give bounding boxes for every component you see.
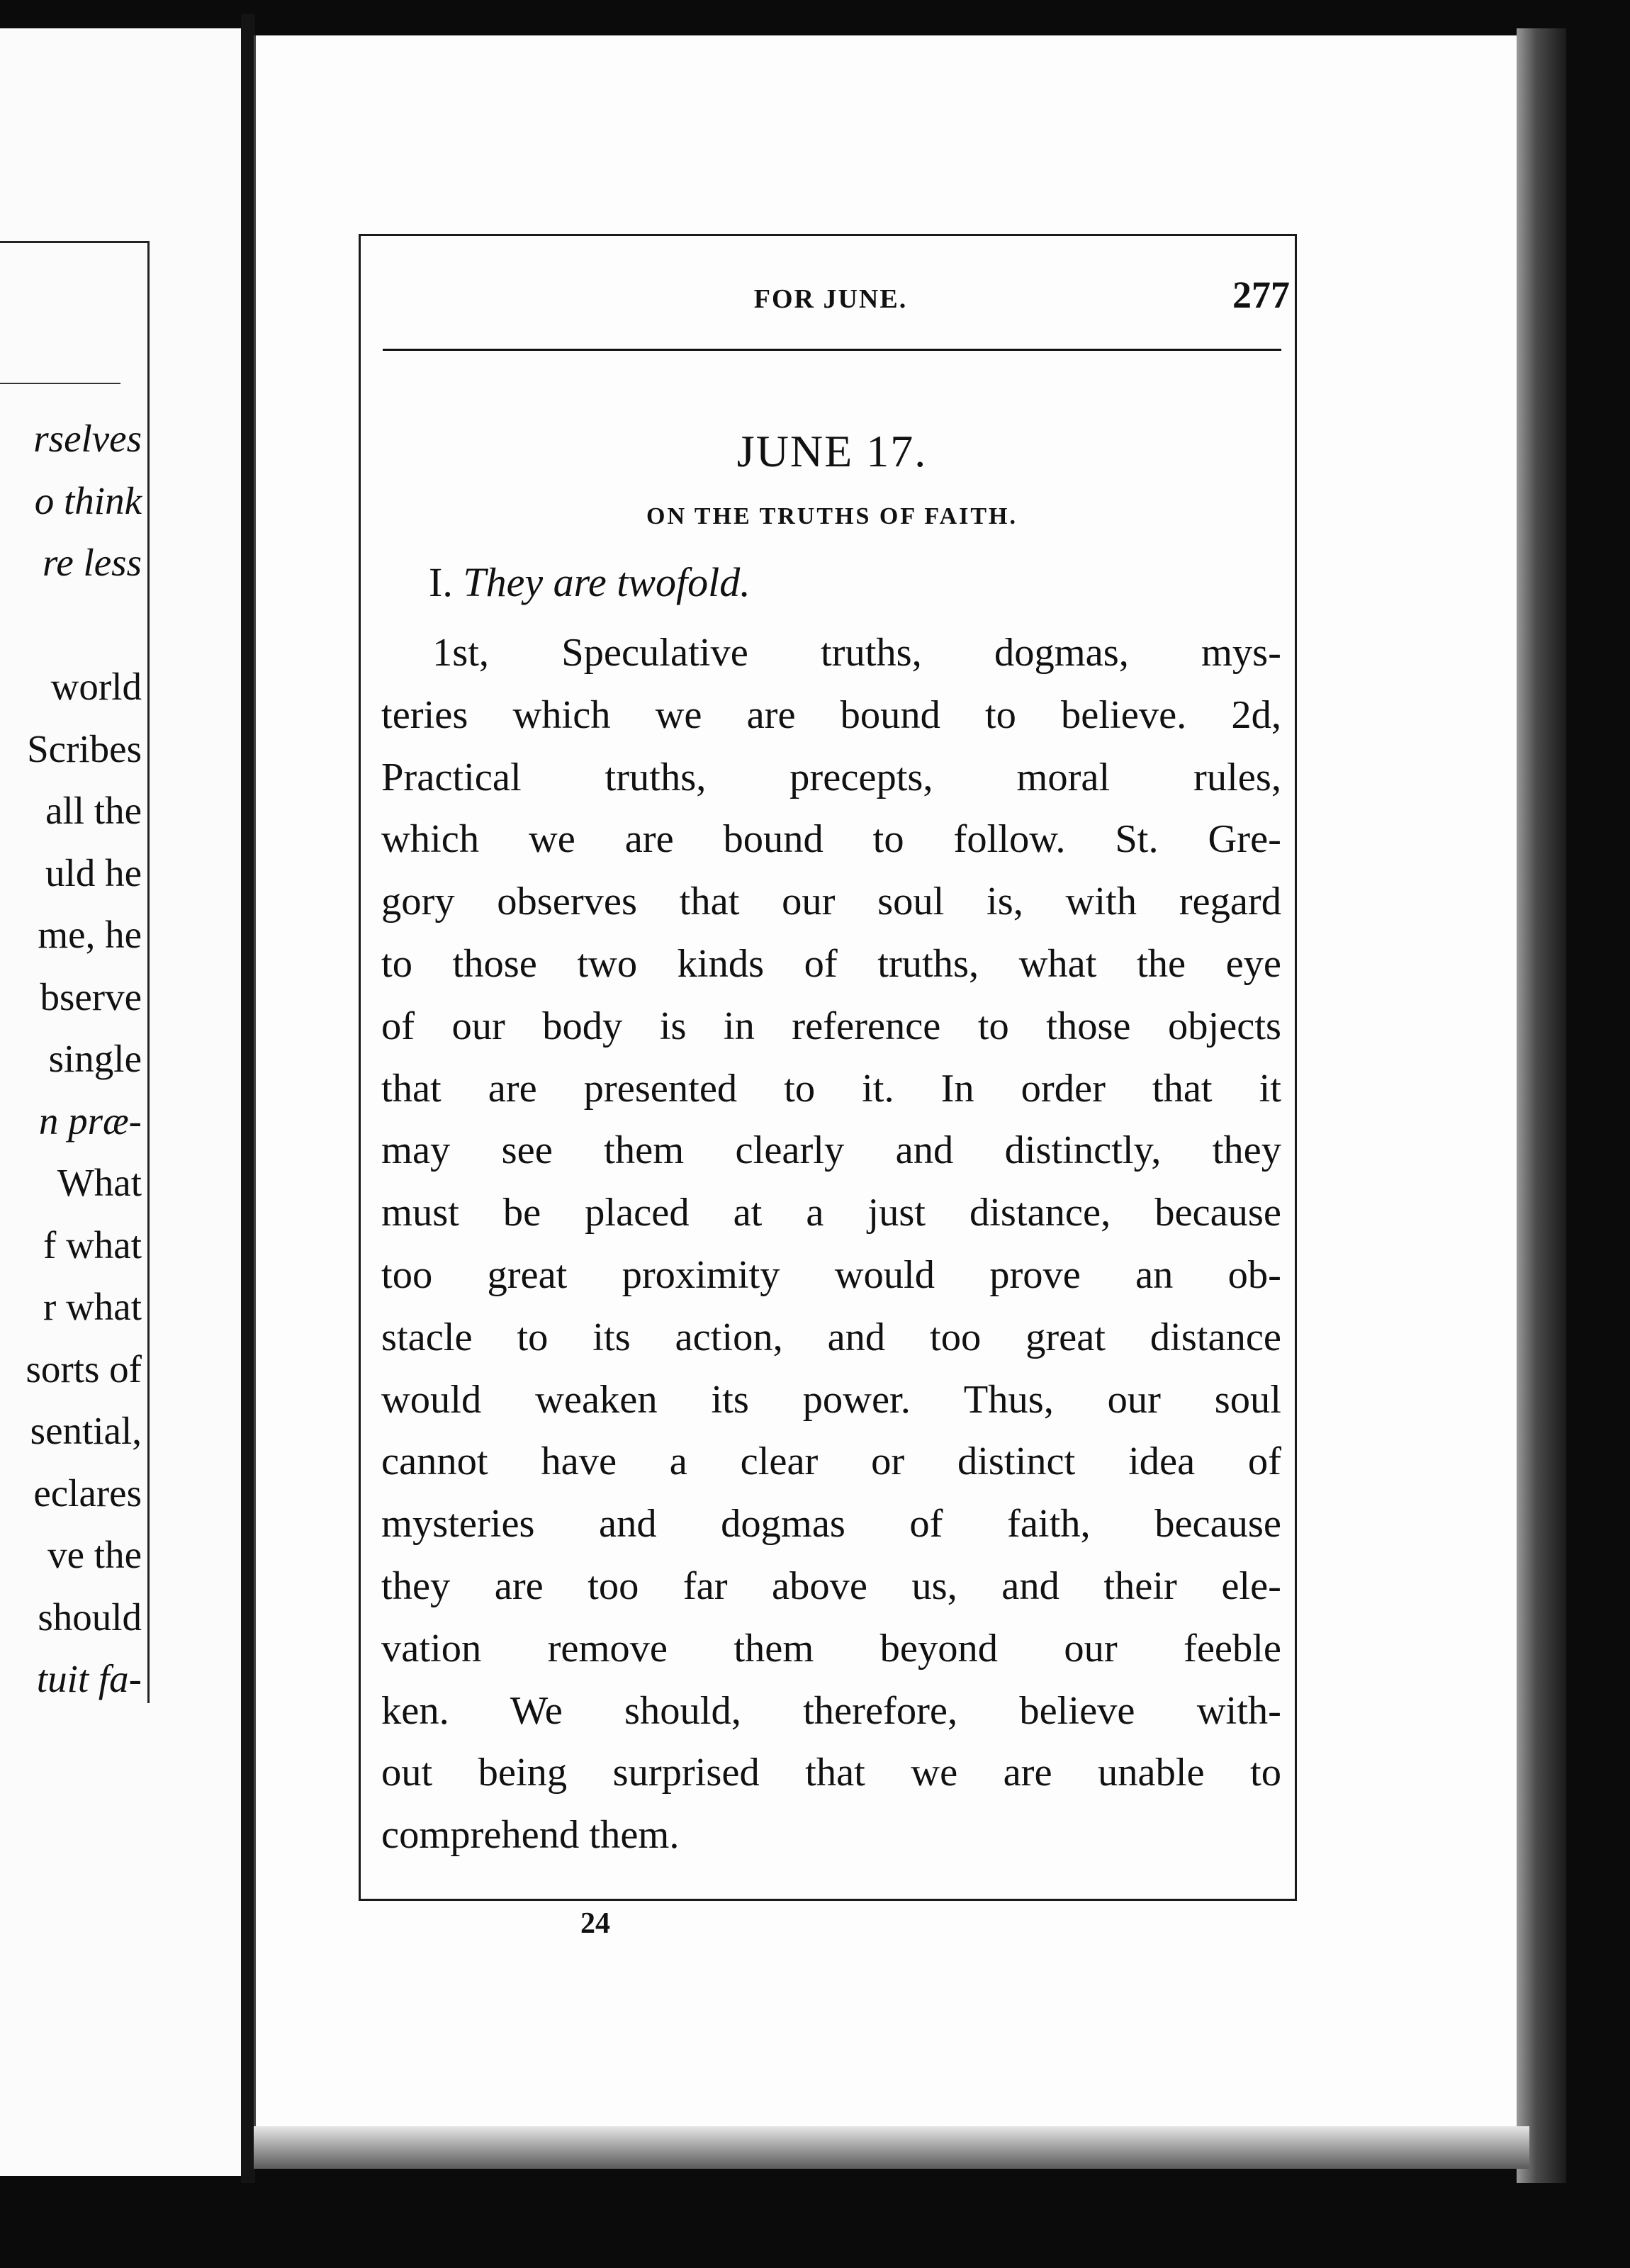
body-line: ken. We should, therefore, believe with- (381, 1688, 1281, 1733)
left-line: bserve (40, 975, 142, 1018)
left-line: eclares (33, 1471, 142, 1515)
left-line: all the (45, 789, 142, 832)
left-line: What (57, 1161, 142, 1204)
left-line: Scribes (27, 726, 142, 770)
left-line: sorts of (26, 1347, 142, 1391)
body-line: they are too far above us, and their ele- (381, 1564, 1281, 1608)
entry-date: JUNE 17. (736, 426, 928, 476)
left-page-header-rule (0, 383, 120, 384)
body-line: which we are bound to follow. St. Gre- (381, 817, 1281, 862)
left-line: r what (43, 1285, 142, 1328)
page-bottom-edge (254, 2126, 1529, 2169)
body-line: vation remove them beyond our feeble (381, 1626, 1281, 1671)
left-line: me, he (38, 913, 142, 956)
body-line: to those two kinds of truths, what the eye (381, 941, 1281, 986)
body-line: would weaken its power. Thus, our soul (381, 1377, 1281, 1422)
signature-mark: 24 (580, 1907, 610, 1940)
body-line: stacle to its action, and too great distance (381, 1315, 1281, 1359)
left-line: re less (42, 541, 142, 584)
left-line: world (50, 665, 142, 708)
left-line: sential, (30, 1409, 142, 1452)
left-line: tuit fa- (36, 1657, 142, 1700)
left-line: f what (43, 1223, 142, 1267)
left-line: o think (34, 478, 142, 522)
body-line: too great proximity would prove an ob- (381, 1252, 1281, 1297)
left-page-text (0, 408, 142, 1710)
body-line: out being surprised that we are unable to (381, 1751, 1281, 1795)
section-heading (429, 558, 751, 606)
running-head: FOR JUNE. (753, 284, 908, 314)
body-line: cannot have a clear or distinct idea of (381, 1439, 1281, 1484)
left-line: ve the (47, 1533, 142, 1576)
body-line: gory observes that our soul is, with regard (381, 880, 1281, 924)
body-line: Practical truths, precepts, moral rules, (381, 755, 1281, 799)
section-number: I. (429, 559, 453, 605)
body-line: of our body is in reference to those objects (381, 1004, 1281, 1048)
body-line: may see them clearly and distinctly, they (381, 1128, 1281, 1173)
left-line: rselves (33, 417, 142, 460)
entry-subtitle: ON THE TRUTHS OF FAITH. (646, 503, 1018, 529)
left-facing-page (0, 28, 244, 2176)
left-line: n præ- (38, 1099, 142, 1143)
body-line: mysteries and dogmas of faith, because (381, 1502, 1281, 1546)
section-title: They are twofold. (463, 559, 751, 605)
page-number: 277 (1232, 274, 1290, 316)
body-line: that are presented to it. In order that it (381, 1066, 1281, 1111)
body-line: must be placed at a just distance, because (381, 1191, 1281, 1235)
body-line: 1st, Speculative truths, dogmas, mys- (432, 631, 1281, 675)
left-line: single (48, 1037, 142, 1080)
left-line: uld he (45, 850, 142, 894)
left-line: should (38, 1595, 142, 1639)
left-line (0, 594, 142, 656)
page-edge (1517, 28, 1566, 2183)
header-rule (383, 349, 1281, 351)
body-text (381, 622, 1281, 1867)
book-gutter (241, 14, 255, 2183)
body-line: teries which we are bound to believe. 2d, (381, 692, 1281, 737)
body-line: comprehend them. (381, 1813, 680, 1858)
